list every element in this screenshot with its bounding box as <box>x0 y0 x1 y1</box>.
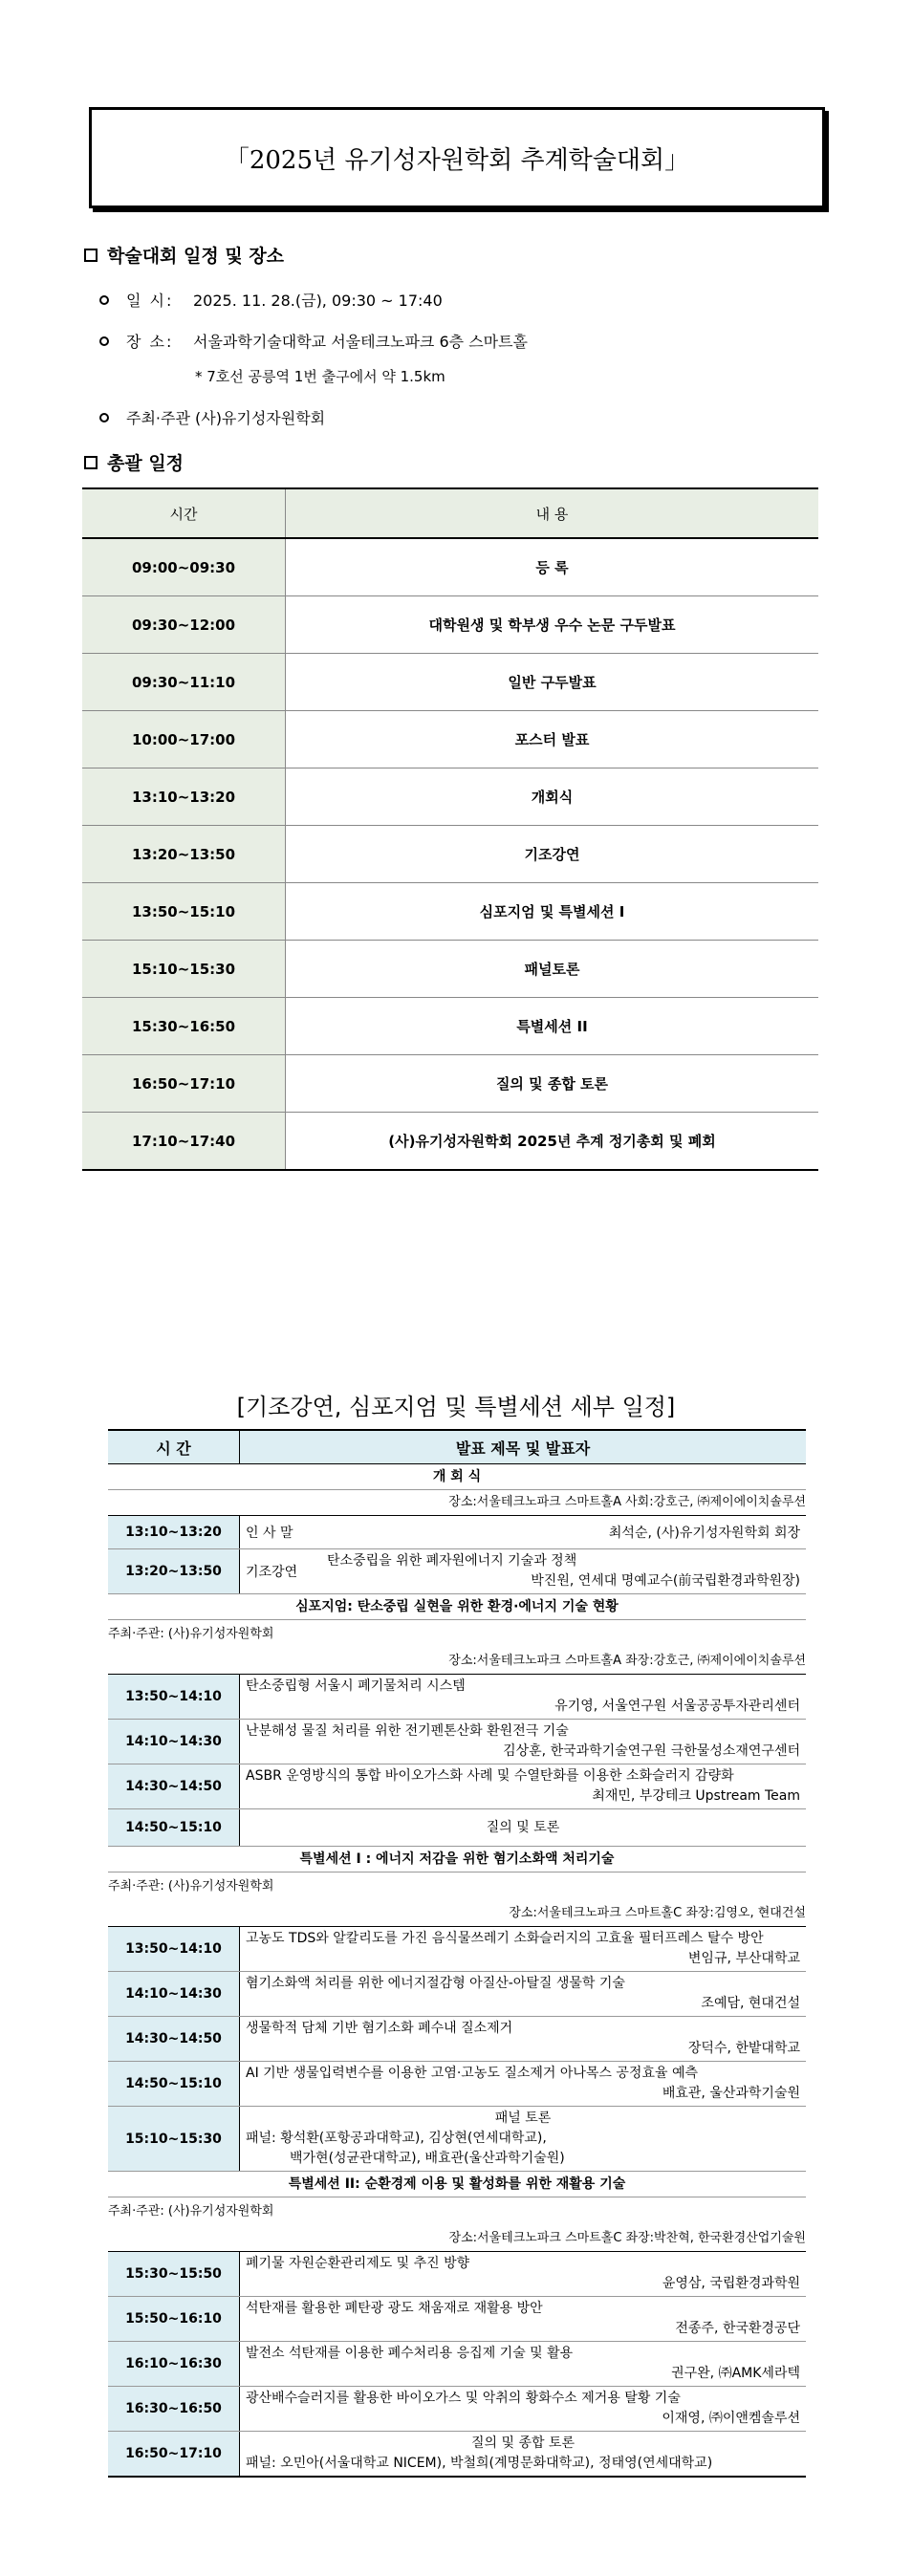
special1-place: 장소:서울테크노파크 스마트홀C 좌장:김영오, 현대건설 <box>108 1901 806 1927</box>
table-row <box>108 2252 806 2297</box>
table-row <box>82 768 818 826</box>
detail-col-content: 발표 제목 및 발표자 <box>455 1439 591 1458</box>
square-bullet-icon <box>84 456 98 469</box>
table-row <box>108 2017 806 2062</box>
table-row <box>108 1764 806 1809</box>
overview-time: 13:50~15:10 <box>82 883 286 941</box>
overview-content: 기조강연 <box>286 826 819 883</box>
overview-time: 17:10~17:40 <box>82 1113 286 1171</box>
table-row <box>108 1972 806 2017</box>
talk-speaker: 배효관, 울산과학기술원 <box>662 2086 800 2101</box>
talk-title: 석탄재를 활용한 폐탄광 광도 채움재로 재활용 방안 <box>246 2301 543 2316</box>
talk-speaker: 전종주, 한국환경공단 <box>675 2321 800 2336</box>
circle-bullet-icon <box>99 336 109 346</box>
table-row <box>82 998 818 1055</box>
talk-time: 14:50~15:10 <box>108 1809 240 1846</box>
table-row: 13:10~13:20 인 사 말 최석순, (사)유기성자원학회 회장 <box>108 1516 806 1549</box>
detail-title: [기조강연, 심포지엄 및 특별세션 세부 일정] <box>236 1394 676 1420</box>
table-row <box>82 1113 818 1171</box>
overview-content: 질의 및 종합 토론 <box>286 1055 819 1113</box>
table-row <box>82 883 818 941</box>
talk-title: AI 기반 생물입력변수를 이용한 고염·고농도 질소제거 아나목스 공정효율 예측 <box>246 2066 698 2081</box>
talk-speaker: 조예담, 현대건설 <box>701 1996 800 2011</box>
overview-time: 15:10~15:30 <box>82 941 286 998</box>
section-heading-schedule: 학술대회 일정 및 장소 <box>84 242 284 268</box>
talk-time: 14:10~14:30 <box>108 1972 240 2016</box>
section-heading-overview: 총괄 일정 <box>84 449 184 475</box>
overview-content: 특별세션 II <box>286 998 819 1055</box>
symposium-bar: 심포지엄: 탄소중립 실현을 위한 환경·에너지 기술 현황 <box>108 1594 806 1620</box>
overview-content: 패널토론 <box>286 941 819 998</box>
table-header <box>82 488 818 538</box>
circle-bullet-icon <box>99 413 109 422</box>
detail-table <box>108 1429 806 2478</box>
overview-time: 16:50~17:10 <box>82 1055 286 1113</box>
talk-speaker: 이재영, ㈜이앤켐솔루션 <box>662 2411 800 2426</box>
overview-time: 15:30~16:50 <box>82 998 286 1055</box>
overview-time: 09:00~09:30 <box>82 538 286 596</box>
overview-table <box>82 487 818 1171</box>
detail-col-time: 시 간 <box>108 1431 240 1463</box>
talk-time: 14:30~14:50 <box>108 2017 240 2061</box>
talk-speaker: 윤영삼, 국립환경과학원 <box>662 2276 800 2291</box>
overview-content: 개회식 <box>286 768 819 826</box>
overview-time: 09:30~12:00 <box>82 596 286 654</box>
table-row <box>108 1675 806 1720</box>
detail-header <box>108 1429 806 1464</box>
overview-content: 심포지엄 및 특별세션 I <box>286 883 819 941</box>
table-row <box>108 1720 806 1764</box>
special1-org: 주최·주관: (사)유기성자원학회 <box>108 1879 274 1894</box>
table-row <box>108 2062 806 2107</box>
talk-title: 발전소 석탄재를 이용한 폐수처리용 응집제 기술 및 활용 <box>246 2346 574 2361</box>
circle-bullet-icon <box>99 295 109 305</box>
overview-time: 13:20~13:50 <box>82 826 286 883</box>
info-place-sub: * 7호선 공릉역 1번 출구에서 약 1.5km <box>195 368 445 385</box>
table-row <box>82 538 818 596</box>
table-row <box>82 1055 818 1113</box>
overview-time: 10:00~17:00 <box>82 711 286 768</box>
col-content: 내 용 <box>286 488 819 538</box>
info-host: 주최·주관 (사)유기성자원학회 <box>99 406 325 428</box>
page-title: 「2025년 유기성자원학회 추계학술대회」 <box>224 145 690 175</box>
special2-place: 장소:서울테크노파크 스마트홀C 좌장:박찬혁, 한국환경산업기술원 <box>108 2226 806 2252</box>
overview-content: 포스터 발표 <box>286 711 819 768</box>
overview-time: 09:30~11:10 <box>82 654 286 711</box>
talk-title: 생물학적 담체 기반 혐기소화 폐수내 질소제거 <box>246 2021 513 2036</box>
opening-bar: 개 회 식 <box>108 1464 806 1490</box>
opening-place: 장소:서울테크노파크 스마트홀A 사회:강호근, ㈜제이에이치솔루션 <box>108 1490 806 1516</box>
talk-speaker: 김상훈, 한국과학기술연구원 극한물성소재연구센터 <box>503 1743 800 1759</box>
talk-title: 탄소중립형 서울시 폐기물처리 시스템 <box>246 1678 466 1694</box>
table-row <box>108 1809 806 1847</box>
talk-title: 혐기소화액 처리를 위한 에너지절감형 아질산-아탈질 생물학 기술 <box>246 1976 625 1991</box>
table-row <box>82 596 818 654</box>
table-row <box>82 941 818 998</box>
talk-time: 13:50~14:10 <box>108 1675 240 1719</box>
table-row: 13:20~13:50 기조강연 탄소중립을 위한 폐자원에너지 기술과 정책 박진원, 연세대 명예교수(前국립환경과학원장) <box>108 1549 806 1594</box>
talk-speaker: 변임규, 부산대학교 <box>687 1951 800 1966</box>
final-row: 16:50~17:10 질의 및 종합 토론 패널: 오민아(서울대학교 NICEM), 박철희(계명문화대학교), 정태영(연세대학교) <box>108 2432 806 2478</box>
table-row <box>108 2297 806 2342</box>
talk-time: 14:50~15:10 <box>108 2062 240 2106</box>
talk-title: 광산배수슬러지를 활용한 바이오가스 및 악취의 황화수소 제거용 탈황 기술 <box>246 2391 681 2406</box>
special2-bar: 특별세션 II: 순환경제 이용 및 활성화를 위한 재활용 기술 <box>108 2172 806 2197</box>
square-bullet-icon <box>84 249 98 262</box>
overview-content: 등 록 <box>286 538 819 596</box>
talk-title: 난분해성 물질 처리를 위한 전기펜톤산화 환원전극 기술 <box>246 1723 569 1739</box>
col-time: 시간 <box>82 488 286 538</box>
overview-content: 일반 구두발표 <box>286 654 819 711</box>
symposium-org: 주최·주관: (사)유기성자원학회 <box>108 1627 274 1641</box>
table-row <box>108 2342 806 2387</box>
panel-row: 15:10~15:30 패널 토론 패널: 황석환(포항공과대학교), 김상현(연세대학교), 백가현(성균관대학교), 배효관(울산과학기술원) <box>108 2107 806 2172</box>
talk-time: 13:50~14:10 <box>108 1927 240 1971</box>
table-row <box>82 826 818 883</box>
table-row <box>82 711 818 768</box>
info-place: 장 소: 서울과학기술대학교 서울테크노파크 6층 스마트홀 <box>99 330 528 352</box>
talk-title: 폐기물 자원순환관리제도 및 추진 방향 <box>246 2256 470 2271</box>
talk-speaker: 유기영, 서울연구원 서울공공투자관리센터 <box>554 1699 800 1714</box>
talk-title: 질의 및 토론 <box>486 1820 560 1835</box>
overview-time: 13:10~13:20 <box>82 768 286 826</box>
talk-speaker: 최재민, 부강테크 Upstream Team <box>592 1788 800 1804</box>
talk-title: 고농도 TDS와 알칼리도를 가진 음식물쓰레기 소화슬러지의 고효율 필터프레스 탈수 방안 <box>246 1931 764 1946</box>
talk-time: 14:30~14:50 <box>108 1764 240 1808</box>
info-date: 일 시: 2025. 11. 28.(금), 09:30 ~ 17:40 <box>99 289 443 311</box>
table-row <box>82 654 818 711</box>
talk-time: 15:30~15:50 <box>108 2252 240 2296</box>
special2-org: 주최·주관: (사)유기성자원학회 <box>108 2204 274 2219</box>
talk-time: 15:50~16:10 <box>108 2297 240 2341</box>
table-row <box>108 1927 806 1972</box>
talk-title: ASBR 운영방식의 통합 바이오가스화 사례 및 수열탄화를 이용한 소화슬러지 감량화 <box>246 1768 734 1784</box>
talk-time: 16:10~16:30 <box>108 2342 240 2386</box>
special1-bar: 특별세션 I : 에너지 저감을 위한 혐기소화액 처리기술 <box>108 1847 806 1872</box>
talk-time: 16:30~16:50 <box>108 2387 240 2431</box>
symposium-place: 장소:서울테크노파크 스마트홀A 좌장:강호근, ㈜제이에이치솔루션 <box>108 1649 806 1675</box>
overview-content: 대학원생 및 학부생 우수 논문 구두발표 <box>286 596 819 654</box>
talk-speaker: 권구완, ㈜AMK세라텍 <box>671 2366 800 2381</box>
talk-speaker: 장덕수, 한밭대학교 <box>687 2041 800 2056</box>
title-box <box>89 107 825 208</box>
talk-time: 14:10~14:30 <box>108 1720 240 1764</box>
overview-content: (사)유기성자원학회 2025년 추계 정기총회 및 폐회 <box>286 1113 819 1171</box>
table-row <box>108 2387 806 2432</box>
